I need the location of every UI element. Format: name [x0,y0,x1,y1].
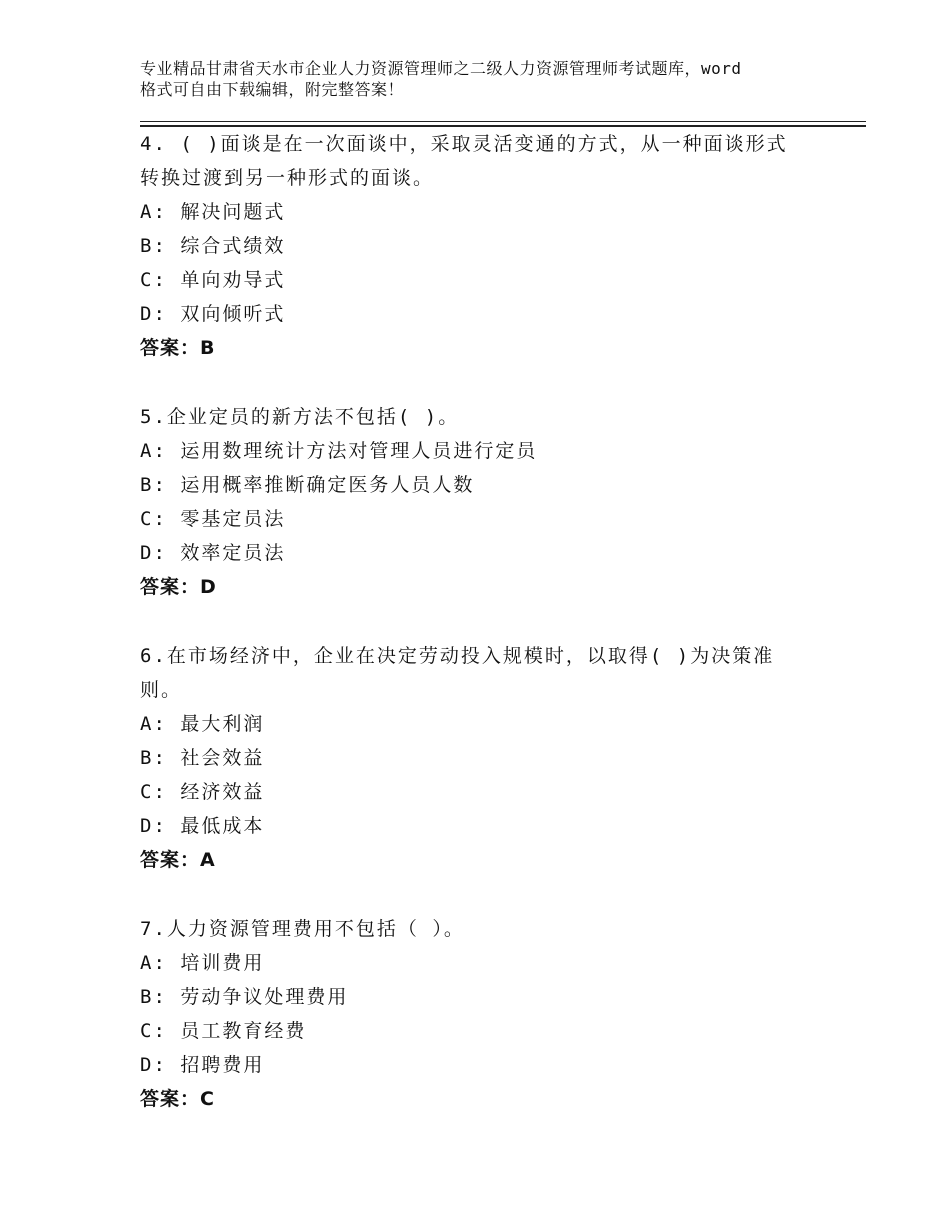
header-divider-thin [140,121,866,122]
question-7 [140,912,830,1116]
option-d: D: 效率定员法 [140,542,286,564]
option-d: D: 最低成本 [140,815,265,837]
question-stem: 6.在市场经济中，企业在决定劳动投入规模时，以取得( )为决策准 [140,645,775,667]
option-c: C: 单向劝导式 [140,269,286,291]
option-b: B: 劳动争议处理费用 [140,986,349,1008]
question-6 [140,639,830,877]
option-a: A: 运用数理统计方法对管理人员进行定员 [140,440,538,462]
option-a: A: 最大利润 [140,713,265,735]
option-d: D: 双向倾听式 [140,303,286,325]
answer: 答案：D [140,576,217,598]
question-stem-continued: 转换过渡到另一种形式的面谈。 [140,167,435,189]
question-5 [140,400,830,604]
header-title-line-2: 格式可自由下载编辑，附完整答案！ [140,80,405,99]
option-a: A: 培训费用 [140,952,265,974]
question-stem: 5.企业定员的新方法不包括( )。 [140,406,460,428]
option-a: A: 解决问题式 [140,201,286,223]
question-stem: 4. ( )面谈是在一次面谈中，采取灵活变通的方式，从一种面谈形式 [140,133,788,155]
question-stem: 7.人力资源管理费用不包括（ ）。 [140,918,465,940]
answer: 答案：A [140,849,216,871]
option-b: B: 社会效益 [140,747,265,769]
option-c: C: 零基定员法 [140,508,286,530]
answer: 答案：C [140,1088,215,1110]
option-b: B: 综合式绩效 [140,235,286,257]
option-b: B: 运用概率推断确定医务人员人数 [140,474,475,496]
option-d: D: 招聘费用 [140,1054,265,1076]
answer: 答案：B [140,337,216,359]
question-stem-continued: 则。 [140,679,183,701]
header-title-line-1: 专业精品甘肃省天水市企业人力资源管理师之二级人力资源管理师考试题库，word [140,59,742,78]
option-c: C: 经济效益 [140,781,265,803]
document-header [140,58,840,100]
option-c: C: 员工教育经费 [140,1020,307,1042]
question-4 [140,127,830,365]
